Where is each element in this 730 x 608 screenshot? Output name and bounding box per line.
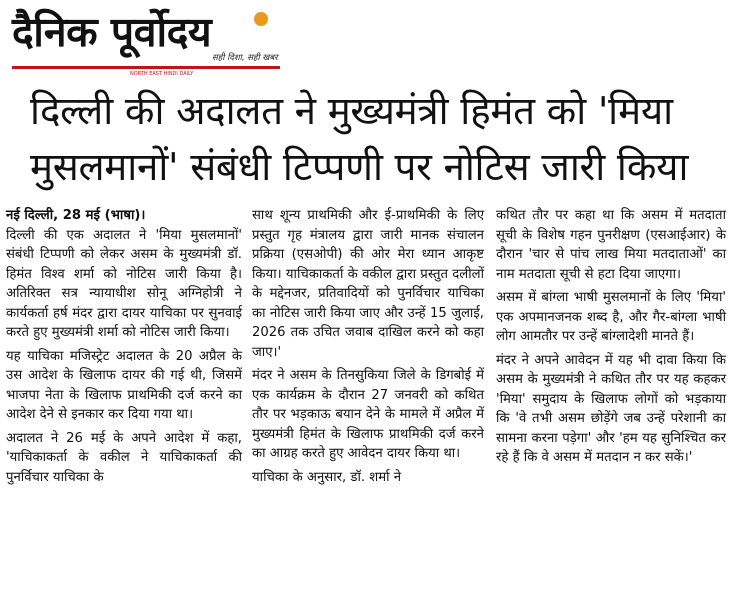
masthead <box>0 0 730 78</box>
article-paragraph: कथित तौर पर कहा था कि असम में मतदाता सूची के विशेष गहन पुनरीक्षण (एसआईआर) के दौरान 'चार से पांच लाख मिया मतदाताओं' का नाम मतदाता सूची से हटा दिया जाएगा। <box>496 208 726 282</box>
article-column-1 <box>6 206 242 487</box>
article-paragraph: मंदर ने अपने आवेदन में यह भी दावा किया कि असम के मुख्यमंत्री ने कथित तौर पर यह कहकर 'मिया' समुदाय के खिलाफ लोगों को भड़काया कि 'वे तभी असम छोड़ेंगे जब उन्हें परेशानी का सामना करना पड़ेगा' और 'हम यह सुनिश्चित कर रहे हैं कि वे असम में मतदान न कर सकें।' <box>496 352 726 465</box>
article-headline <box>30 84 720 196</box>
article-paragraph: यह याचिका मजिस्ट्रेट अदालत के 20 अप्रैल के उस आदेश के खिलाफ दायर की गई थी, जिसमें भाजपा नेता के खिलाफ प्राथमिकी दर्ज करने का आदेश देने से इनकार कर दिया गया था। <box>6 348 242 422</box>
article-column-3 <box>496 206 726 468</box>
dateline: नई दिल्ली, 28 मई (भाषा)। <box>6 208 146 223</box>
article-paragraph: मंदर ने असम के तिनसुकिया जिले के डिगबोई में एक कार्यक्रम के दौरान 27 जनवरी को कथित तौर पर भड़काऊ बयान देने के मामले में अप्रैल में मुख्यमंत्री हिमंत के खिलाफ प्राथमिकी दर्ज करने का आग्रह करते हुए आवेदन दायर किया था। <box>252 368 484 461</box>
article-paragraph: दिल्ली की एक अदालत ने 'मिया मुसलमानों' संबंधी टिप्पणी को लेकर असम के मुख्यमंत्री डॉ. हिमंत विश्व शर्मा को नोटिस जारी किया है। अतिरिक्त सत्र न्यायाधीश सोनू अग्निहोत्री ने कार्यकर्ता हर्ष मंदर द्वारा दायर याचिका पर सुनवाई करते हुए मुख्यमंत्री शर्मा को नोटिस जारी किया। <box>6 227 242 340</box>
article-paragraph: असम में बांग्ला भाषी मुसलमानों के लिए 'मिया' एक अपमानजनक शब्द है, और गैर-बांग्ला भाषी लोग आमतौर पर उन्हें बांग्लादेशी मानते हैं। <box>496 290 726 344</box>
newspaper-tagline: सही दिशा, सही खबर <box>212 53 278 63</box>
newspaper-logo: दैनिक पूर्वोदय <box>12 8 212 56</box>
article-paragraph: अदालत ने 26 मई के अपने आदेश में कहा, 'याचिकाकर्ता के वकील ने याचिकाकर्ता की पुनर्विचार याचिका के <box>6 430 242 485</box>
masthead-subtext: NORTH EAST HINDI DAILY <box>130 71 194 77</box>
article-paragraph <box>6 206 242 226</box>
headline-line-1: दिल्ली की अदालत ने मुख्यमंत्री हिमंत को 'मिया <box>30 89 673 134</box>
masthead-rule <box>12 66 280 69</box>
logo-sun-icon <box>254 12 268 26</box>
article-column-2 <box>252 206 484 487</box>
article-paragraph: साथ शून्य प्राथमिकी और ई-प्राथमिकी के लिए प्रस्तुत गृह मंत्रालय द्वारा जारी मानक संचालन प्रक्रिया (एसओपी) की ओर मेरा ध्यान आकृष्ट किया। याचिकाकर्ता के वकील द्वारा प्रस्तुत दलीलों के मद्देनजर, प्रतिवादियों को पुनर्विचार याचिका का नोटिस जारी किया जाए और उन्हें 15 जुलाई, 2026 तक उचित जवाब दाखिल करने को कहा जाए।' <box>252 208 484 360</box>
article-paragraph: याचिका के अनुसार, डॉ. शर्मा ने <box>252 469 402 485</box>
headline-line-2: मुसलमानों' संबंधी टिप्पणी पर नोटिस जारी किया <box>30 145 689 190</box>
